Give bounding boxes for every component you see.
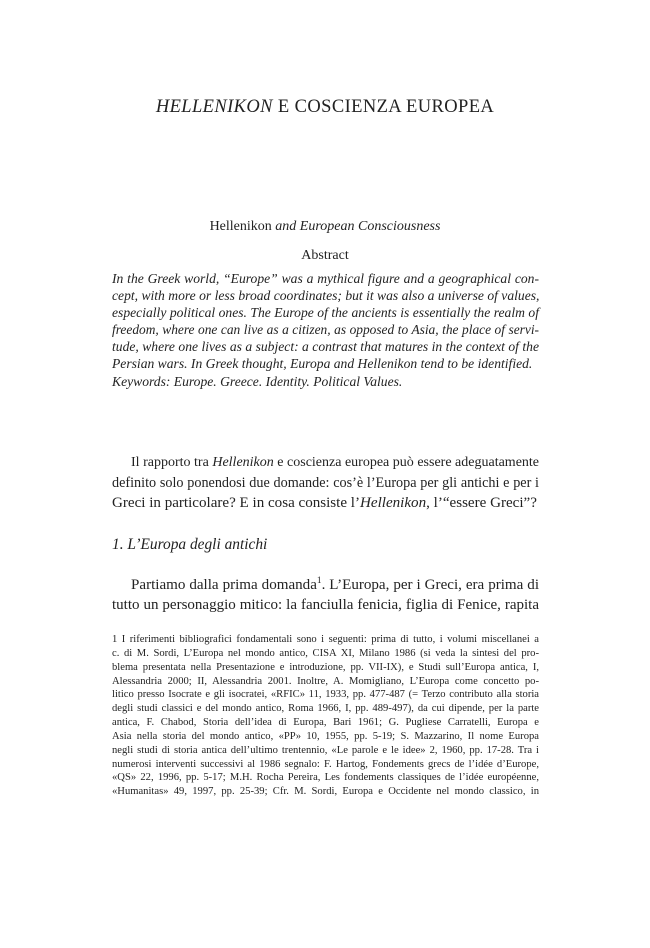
intro-text: , l’“essere Greci”? bbox=[426, 495, 537, 511]
footnote-block bbox=[112, 633, 539, 799]
footnote-line: Asia nella storia del mondo antico, «PP» 10, 1955, pp. 5-19; S. Mazzarino, Il nome Europa bbox=[112, 730, 539, 742]
abstract-line: Persian wars. In Greek thought, Europa and Hellenikon tend to be identified. bbox=[112, 356, 533, 371]
footnote-line: blema presentata nella Presentazione e introduzione, pp. VII-IX), e Studi sull’Europa antica, I, bbox=[112, 661, 539, 673]
subtitle-italic: and European Consciousness bbox=[275, 219, 441, 234]
abstract-line: freedom, where one can live as a citizen, as opposed to Asia, the place of servi- bbox=[112, 322, 539, 337]
abstract-line: cept, with more or less broad coordinates; but it was also a universe of values, bbox=[112, 288, 540, 303]
footnote-line: numerosi interventi successivi al 1986 segnalo: F. Hartog, Fondements grecs de l’idée d’Europe, bbox=[112, 758, 539, 770]
section-heading: 1. L’Europa degli antichi bbox=[112, 536, 268, 553]
footnote-line: «Humanitas» 49, 1997, pp. 25-39; Cfr. M. Sordi, Europa e Occidente nel mondo classico, in bbox=[112, 786, 539, 798]
intro-line-1 bbox=[112, 453, 539, 473]
body-paragraph bbox=[112, 575, 539, 615]
para-line-2: tutto un personaggio mitico: la fanciulla fenicia, figlia di Fenice, rapita bbox=[112, 597, 539, 613]
english-subtitle bbox=[0, 219, 650, 235]
intro-italic: Hellenikon bbox=[360, 495, 427, 511]
footnote-line: «QS» 22, 1996, pp. 5-17; M.H. Rocha Pereira, Les fondements classiques de l’idée européenne, bbox=[112, 772, 539, 784]
intro-italic: Hellenikon bbox=[212, 455, 274, 470]
article-title bbox=[0, 97, 650, 118]
intro-text: Il rapporto tra bbox=[131, 455, 213, 470]
footnote-line: 1 I riferimenti bibliografici fondamentali sono i seguenti: prima di tutto, i volumi miscellanei a bbox=[112, 634, 539, 645]
intro-paragraph bbox=[112, 453, 539, 513]
footnote-line: litico presso Isocrate e gli isocratei, «RFIC» 11, 1933, pp. 477-487 (= Terzo contributo alla storia bbox=[112, 689, 539, 701]
footnote-line: Alessandria 2000; II, Alessandria 2001. Inoltre, A. Momigliano, L’Europa come concetto po- bbox=[112, 675, 539, 687]
para-text: . L’Europa, per i Greci, era prima di bbox=[321, 577, 540, 593]
keywords: Keywords: Europe. Greece. Identity. Political Values. bbox=[112, 374, 403, 389]
abstract-line: In the Greek world, “Europe” was a mythical figure and a geographical con- bbox=[112, 271, 539, 286]
intro-line-2: definito solo ponendosi due domande: cos’è l’Europa per gli antichi e per i bbox=[112, 475, 539, 491]
title-italic-word: HELLENIKON bbox=[155, 97, 273, 117]
footnote-marker[interactable]: 1 bbox=[316, 575, 322, 586]
abstract-line: tude, where one lives as a subject: a contrast that matures in the context of the bbox=[112, 339, 539, 354]
para-text: Partiamo dalla prima domanda bbox=[131, 577, 317, 593]
intro-text: Greci in particolare? E in cosa consiste l’ bbox=[112, 495, 361, 511]
footnote-line: negli studi di storia antica dell’ultimo trentennio, «Le parole e le idee» 2, 1960, pp. 17-28. Tra i bbox=[112, 744, 539, 756]
abstract-heading: Abstract bbox=[301, 248, 349, 263]
title-rest: E COSCIENZA EUROPEA bbox=[272, 97, 495, 117]
subtitle-plain: Hellenikon bbox=[209, 219, 276, 234]
abstract-text bbox=[112, 270, 539, 372]
intro-line-3 bbox=[112, 493, 539, 513]
footnote-line: c. di M. Sordi, L’Europa nel mondo antico, CISA XI, Milano 1986 (si veda la sintesi del pro- bbox=[112, 647, 539, 659]
para-line-1 bbox=[112, 575, 539, 595]
footnote-line: antica, F. Chabod, Storia dell’idea di Europa, Bari 1961; G. Pugliese Carratelli, Europa e bbox=[112, 717, 539, 729]
footnote-line: degli studi classici e del mondo antico, Roma 1966, I, pp. 489-497), da cui dipende, per la parte bbox=[112, 703, 539, 715]
intro-text: e coscienza europea può essere adeguatamente bbox=[273, 455, 540, 470]
abstract-line: especially political ones. The Europe of the ancients is essentially the realm of bbox=[112, 305, 539, 320]
